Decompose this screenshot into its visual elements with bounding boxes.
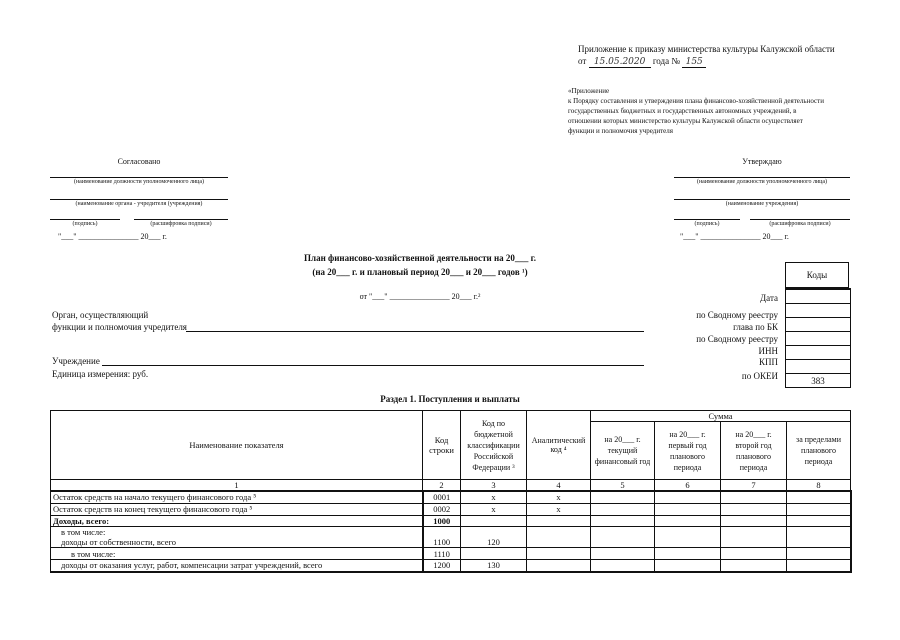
row-name: Доходы, всего: [51,515,423,526]
row-sum-1 [591,560,655,572]
row-name: Остаток средств на конец текущего финансового года ⁵ [51,503,423,515]
label-okei: по ОКЕИ [741,371,778,381]
income-payments-table [50,410,852,573]
right-date-line: "___" _______________ 20___ г. [680,232,789,241]
header-kbk: Код по бюджетной классификации Российской Федерации ³ [461,411,527,480]
row-analytic [527,548,591,560]
col-num-3: 3 [461,480,527,492]
from-label: от [578,56,587,66]
row-kbk: x [461,491,527,503]
appendix-line: Приложение к приказу министерства культуры Калужской области [578,44,835,54]
row-sum-3 [721,526,787,537]
row-analytic [527,526,591,537]
col-num-8: 8 [787,480,851,492]
row-analytic [527,515,591,526]
row-kbk [461,515,527,526]
appendix-text-3: отношении которых министерство культуры Калужской области осуществляет [568,117,803,125]
row-sum-2 [655,515,721,526]
label-registry-2: по Сводному реестру [696,334,778,344]
institution-label: Учреждение [52,356,100,366]
row-kbk: 130 [461,560,527,572]
row-code: 1000 [423,515,461,526]
row-code: 1100 [423,537,461,548]
code-okei: 383 [786,374,851,388]
row-analytic [527,537,591,548]
left-signature-caption: (подпись) [72,221,98,227]
code-chapter [786,318,851,332]
code-registry [786,304,851,318]
codes-header: Коды [785,262,849,288]
label-chapter: глава по БК [733,322,778,332]
table-row [51,491,851,503]
row-analytic: x [527,491,591,503]
unit-label: Единица измерения: руб. [52,369,149,379]
row-sum-2 [655,503,721,515]
code-registry-2 [786,332,851,346]
year-number-label: года № [652,56,680,66]
label-registry: по Сводному реестру [696,310,778,320]
col-num-7: 7 [721,480,787,492]
col-num-6: 6 [655,480,721,492]
table-row [51,526,851,537]
organ-label-1: Орган, осуществляющий [52,310,149,320]
approved-heading: Согласовано [117,157,161,166]
code-inn [786,346,851,360]
header-analytic: Аналитический код ⁴ [527,411,591,480]
handwritten-number: 155 [682,57,706,68]
appendix-text-2: государственных бюджетных и государственных автономных учреждений, в [568,107,797,115]
institution-field-line [102,365,644,366]
row-kbk [461,526,527,537]
row-name: в том числе: [51,548,423,560]
code-kpp [786,360,851,374]
row-kbk: x [461,503,527,515]
row-name: в том числе: [51,526,423,537]
left-organ-caption: (наименование органа - учредителя (учреждения) [75,201,203,207]
appendix-quote-title: «Приложение [568,87,610,95]
row-code: 1110 [423,548,461,560]
col-num-1: 1 [51,480,423,492]
row-sum-2 [655,560,721,572]
row-sum-4 [787,548,851,560]
right-decode-caption: (расшифровка подписи) [769,221,831,227]
handwritten-date: 15.05.2020 [589,57,651,68]
approve-heading: Утверждаю [742,157,782,166]
plan-subtitle: (на 20___ г. и плановый период 20___ и 20___ годов ¹) [312,267,528,277]
row-sum-3 [721,560,787,572]
appendix-order-text [568,86,824,136]
row-sum-2 [655,526,721,537]
row-name: Остаток средств на начало текущего финансового года ⁵ [51,491,423,503]
label-kpp: КПП [758,357,778,367]
col-num-2: 2 [423,480,461,492]
label-inn: ИНН [758,346,778,356]
row-sum-1 [591,503,655,515]
header-code: Код строки [423,411,461,480]
appendix-date-line [578,56,706,68]
col-num-5: 5 [591,480,655,492]
row-kbk: 120 [461,537,527,548]
row-sum-1 [591,537,655,548]
col-num-4: 4 [527,480,591,492]
table-row [51,548,851,560]
table-row [51,560,851,572]
row-code: 1200 [423,560,461,572]
organ-field-line [186,331,644,332]
left-decode-caption: (расшифровка подписи) [150,221,212,227]
appendix-text-4: функции и полномочия учредителя [568,127,673,135]
header-year-3: на 20___ г. второй год планового периода [721,422,787,480]
row-sum-4 [787,515,851,526]
row-kbk [461,548,527,560]
row-name: доходы от оказания услуг, работ, компенсации затрат учреждений, всего [51,560,423,572]
row-sum-4 [787,491,851,503]
row-sum-1 [591,515,655,526]
section-title: Раздел 1. Поступления и выплаты [380,394,520,404]
row-sum-4 [787,526,851,537]
row-code: 0001 [423,491,461,503]
row-analytic [527,560,591,572]
label-date: Дата [760,293,778,303]
row-code: 0002 [423,503,461,515]
row-sum-2 [655,548,721,560]
row-code [423,526,461,537]
header-beyond: за пределами планового периода [787,422,851,480]
codes-table [785,288,851,388]
row-sum-3 [721,548,787,560]
row-sum-1 [591,526,655,537]
row-sum-4 [787,560,851,572]
header-sum: Сумма [591,411,851,422]
row-sum-2 [655,537,721,548]
right-position-caption: (наименование должности уполномоченного лица) [696,179,828,185]
right-signature-caption: (подпись) [694,221,720,227]
row-analytic: x [527,503,591,515]
header-year-1: на 20___ г. текущий финансовый год [591,422,655,480]
plan-title: План финансово-хозяйственной деятельности на 20___ г. [304,253,536,263]
header-name: Наименование показателя [51,411,423,480]
row-sum-3 [721,515,787,526]
left-position-caption: (наименование должности уполномоченного лица) [73,179,205,185]
plan-date-line: от "___" _______________ 20___ г.² [359,292,481,301]
row-sum-3 [721,491,787,503]
row-sum-2 [655,491,721,503]
row-sum-1 [591,548,655,560]
row-sum-3 [721,537,787,548]
header-year-2: на 20___ г. первый год планового периода [655,422,721,480]
table-row [51,537,851,548]
table-row [51,503,851,515]
right-institution-caption: (наименование учреждения) [725,201,799,207]
row-sum-3 [721,503,787,515]
row-sum-4 [787,503,851,515]
row-sum-1 [591,491,655,503]
row-sum-4 [787,537,851,548]
appendix-text-1: к Порядку составления и утверждения плана финансово-хозяйственной деятельности [568,97,824,105]
organ-label-2: функции и полномочия учредителя [52,322,187,332]
code-date [786,289,851,304]
row-name: доходы от собственности, всего [51,537,423,548]
left-date-line: "___" _______________ 20___ г. [58,232,167,241]
table-row [51,515,851,526]
